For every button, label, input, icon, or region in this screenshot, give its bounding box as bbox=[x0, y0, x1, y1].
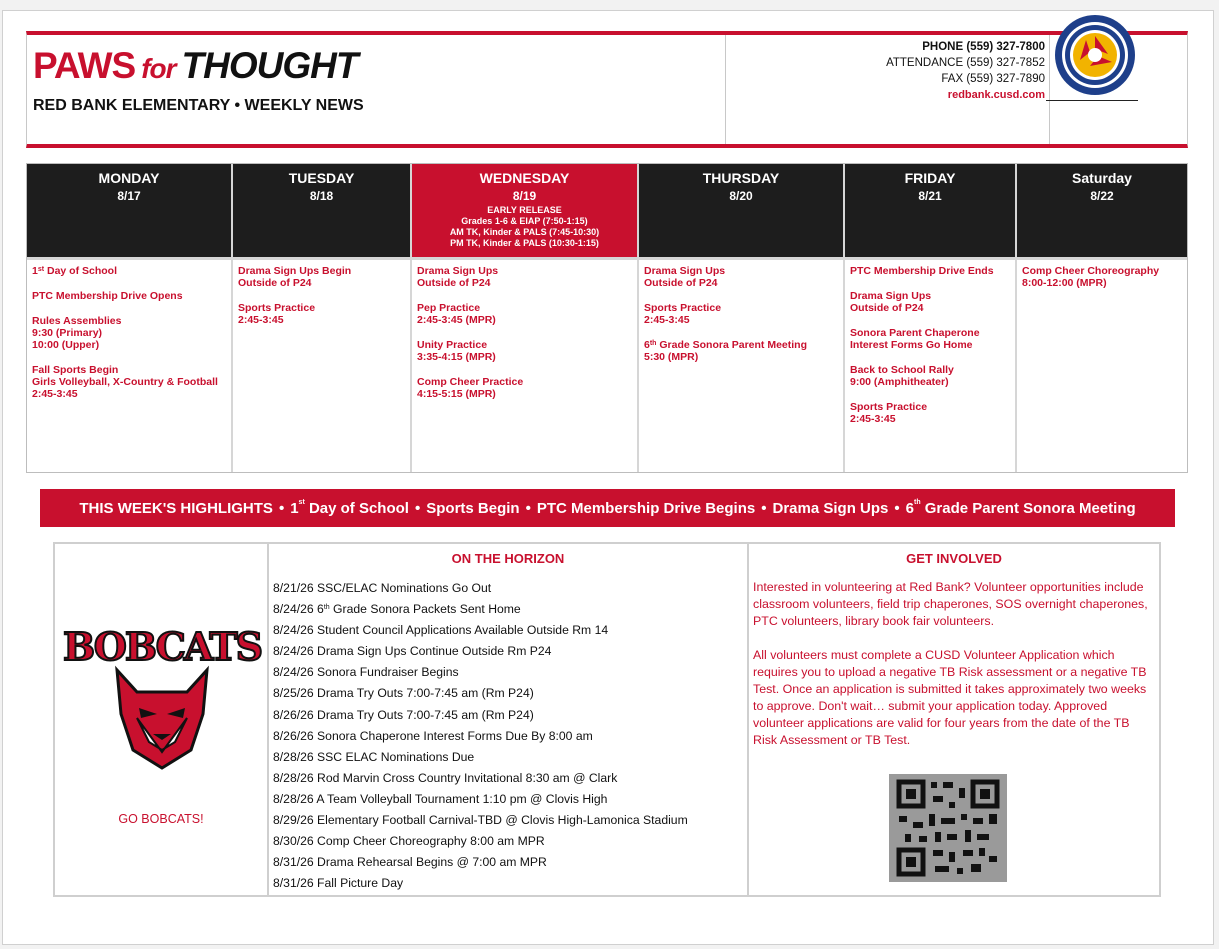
horizon-item: 8/26/26 Drama Try Outs 7:00-7:45 am (Rm P24) bbox=[273, 707, 534, 722]
event-line: Interest Forms Go Home bbox=[850, 339, 973, 351]
calendar-event bbox=[850, 327, 1010, 351]
event-line: 2:45-3:45 bbox=[32, 388, 78, 400]
day-column-thursday bbox=[639, 164, 845, 472]
district-seal-icon bbox=[1054, 14, 1136, 96]
horizon-item: 8/25/26 Drama Try Outs 7:00-7:45 am (Rm P24) bbox=[273, 686, 534, 701]
title-for: for bbox=[141, 53, 176, 84]
title-thought: THOUGHT bbox=[181, 45, 358, 86]
event-line: Drama Sign Ups bbox=[644, 265, 726, 277]
newsletter-subtitle: RED BANK ELEMENTARY • WEEKLY NEWS bbox=[33, 97, 364, 114]
svg-text:BOBCATS: BOBCATS bbox=[62, 624, 262, 669]
event-line: Back to School Rally bbox=[850, 364, 954, 376]
bobcat-mascot-icon bbox=[62, 622, 262, 774]
day-date: 8/21 bbox=[918, 189, 942, 203]
horizon-panel bbox=[269, 544, 749, 895]
horizon-item: 8/30/26 Comp Cheer Choreography 8:00 am MPR bbox=[273, 834, 545, 849]
event-line: PTC Membership Drive Ends bbox=[850, 265, 994, 277]
fax-line: FAX (559) 327-7890 bbox=[941, 73, 1045, 85]
highlights-label: THIS WEEK'S HIGHLIGHTS bbox=[79, 499, 273, 517]
horizon-item: 8/24/26 Student Council Applications Available Outside Rm 14 bbox=[273, 623, 609, 638]
event-line: 10:00 (Upper) bbox=[32, 339, 100, 351]
day-header bbox=[1017, 164, 1187, 260]
horizon-item: 8/28/26 SSC ELAC Nominations Due bbox=[273, 749, 475, 764]
day-name: FRIDAY bbox=[904, 170, 956, 186]
event-line: 8:00-12:00 (MPR) bbox=[1022, 277, 1107, 289]
qr-code-icon[interactable] bbox=[889, 774, 1007, 882]
calendar-event bbox=[850, 401, 1010, 425]
event-line: 9:00 (Amphitheater) bbox=[850, 376, 949, 388]
event-line: Comp Cheer Choreography bbox=[1022, 265, 1160, 277]
event-line: Sports Practice bbox=[850, 401, 928, 413]
day-events bbox=[1017, 260, 1187, 289]
newsletter-header bbox=[26, 31, 1188, 148]
horizon-item: 8/31/26 Fall Picture Day bbox=[273, 876, 404, 891]
get-involved-panel bbox=[749, 544, 1159, 895]
schedule-note: PM TK, Kinder & PALS (10:30-1:15) bbox=[450, 238, 599, 248]
day-name: TUESDAY bbox=[288, 170, 355, 186]
calendar-event bbox=[32, 290, 226, 302]
event-line: Outside of P24 bbox=[850, 302, 924, 314]
event-line: Fall Sports Begin bbox=[32, 364, 119, 376]
get-involved-text bbox=[749, 579, 1159, 749]
highlight-item: Sports Begin bbox=[426, 499, 520, 517]
title-paws: PAWS bbox=[33, 45, 136, 86]
calendar-event bbox=[850, 364, 1010, 388]
day-name: MONDAY bbox=[98, 170, 160, 186]
day-date: 8/22 bbox=[1090, 189, 1114, 203]
event-line: 4:15-5:15 (MPR) bbox=[417, 388, 496, 400]
calendar-event bbox=[417, 265, 632, 289]
horizon-item: 8/24/26 Sonora Fundraiser Begins bbox=[273, 665, 459, 680]
calendar-event bbox=[850, 290, 1010, 314]
highlight-item: Drama Sign Ups bbox=[772, 499, 889, 517]
event-line: 6th Grade Sonora Parent Meeting bbox=[644, 339, 807, 351]
day-name: WEDNESDAY bbox=[479, 170, 570, 186]
schedule-note: AM TK, Kinder & PALS (7:45-10:30) bbox=[449, 227, 600, 237]
header-divider bbox=[1049, 35, 1050, 144]
day-name: Saturday bbox=[1072, 170, 1132, 186]
website-link[interactable]: redbank.cusd.com bbox=[947, 89, 1045, 101]
day-date: 8/20 bbox=[729, 189, 753, 203]
day-date: 8/19 bbox=[512, 189, 537, 203]
calendar-event bbox=[32, 364, 226, 400]
bottom-section bbox=[53, 542, 1161, 897]
volunteer-requirements: All volunteers must complete a CUSD Volunteer Application which requires you to upload a negative TB Risk assessment or a negative TB Test. Once an application is submitted it takes approximately two weeks to approve. Don't wait… submit your application today. Approved volunteer applications are valid for four years from the date of the TB Risk Assessment or TB Test. bbox=[753, 648, 1147, 747]
event-line: Outside of P24 bbox=[238, 277, 312, 289]
horizon-list bbox=[269, 580, 747, 896]
horizon-item: 8/28/26 Rod Marvin Cross Country Invitational 8:30 am @ Clark bbox=[273, 770, 618, 785]
contact-info bbox=[886, 39, 1045, 103]
calendar-event bbox=[1022, 265, 1182, 289]
phone-line: PHONE (559) 327-7800 bbox=[922, 41, 1045, 53]
day-events bbox=[845, 260, 1015, 425]
day-header bbox=[27, 164, 231, 260]
mascot-panel bbox=[55, 544, 269, 895]
calendar-event bbox=[417, 376, 632, 400]
event-line: 2:45-3:45 bbox=[238, 314, 284, 326]
event-line: 2:45-3:45 bbox=[850, 413, 896, 425]
horizon-item: 8/26/26 Sonora Chaperone Interest Forms Due By 8:00 am bbox=[273, 728, 593, 743]
horizon-item: 8/31/26 Drama Rehearsal Begins @ 7:00 am MPR bbox=[273, 855, 547, 870]
highlight-item: PTC Membership Drive Begins bbox=[536, 499, 756, 517]
calendar-event bbox=[32, 265, 226, 277]
horizon-title: ON THE HORIZON bbox=[451, 551, 565, 566]
event-line: Sports Practice bbox=[238, 302, 316, 314]
go-bobcats-caption: GO BOBCATS! bbox=[118, 812, 204, 826]
day-events bbox=[233, 260, 410, 326]
highlight-item: 1st Day of School bbox=[290, 498, 409, 517]
header-divider bbox=[725, 35, 726, 144]
weekly-calendar bbox=[26, 163, 1188, 473]
calendar-event bbox=[644, 302, 838, 326]
seal-underline bbox=[1046, 100, 1138, 101]
event-line: Sonora Parent Chaperone bbox=[850, 327, 980, 339]
calendar-event bbox=[417, 339, 632, 363]
event-line: PTC Membership Drive Opens bbox=[32, 290, 183, 302]
attendance-line: ATTENDANCE (559) 327-7852 bbox=[886, 57, 1045, 69]
event-line: 5:30 (MPR) bbox=[644, 351, 699, 363]
calendar-event bbox=[417, 302, 632, 326]
day-header bbox=[845, 164, 1015, 260]
event-line: Drama Sign Ups bbox=[417, 265, 499, 277]
event-line: 9:30 (Primary) bbox=[32, 327, 103, 339]
day-events bbox=[639, 260, 843, 363]
horizon-item: 8/24/26 Drama Sign Ups Continue Outside Rm P24 bbox=[273, 644, 552, 659]
day-header bbox=[639, 164, 843, 260]
volunteer-intro: Interested in volunteering at Red Bank? Volunteer opportunities include classroom volunteers, field trip chaperones, SOS overnight chaperones, PTC volunteers, library book fair volunteers. bbox=[753, 580, 1148, 628]
highlights-banner: THIS WEEK'S HIGHLIGHTS • 1st Day of School • Sports Begin • PTC Membership Drive Begins • Drama Sign Ups • 6th Grade Parent Sonora Meeting bbox=[40, 489, 1175, 527]
event-line: Comp Cheer Practice bbox=[417, 376, 524, 388]
day-column-saturday bbox=[1017, 164, 1187, 472]
horizon-item: 8/29/26 Elementary Football Carnival-TBD @ Clovis High-Lamonica Stadium bbox=[273, 813, 688, 828]
highlight-item: 6th Grade Parent Sonora Meeting bbox=[905, 498, 1136, 517]
event-line: 1st Day of School bbox=[32, 265, 118, 277]
horizon-item: 8/24/26 6th Grade Sonora Packets Sent Home bbox=[273, 602, 521, 617]
day-column-friday bbox=[845, 164, 1017, 472]
day-column-tuesday bbox=[233, 164, 412, 472]
horizon-item: 8/21/26 SSC/ELAC Nominations Go Out bbox=[273, 581, 492, 595]
event-line: Outside of P24 bbox=[644, 277, 718, 289]
event-line: 3:35-4:15 (MPR) bbox=[417, 351, 496, 363]
event-line: 2:45-3:45 bbox=[644, 314, 690, 326]
calendar-event bbox=[238, 265, 405, 289]
calendar-event bbox=[644, 339, 838, 363]
horizon-item: 8/28/26 A Team Volleyball Tournament 1:10 pm @ Clovis High bbox=[273, 791, 608, 806]
day-column-monday bbox=[27, 164, 233, 472]
calendar-event bbox=[32, 315, 226, 351]
early-release-note: EARLY RELEASE bbox=[487, 205, 562, 215]
schedule-note: Grades 1-6 & EIAP (7:50-1:15) bbox=[461, 216, 588, 226]
calendar-event bbox=[238, 302, 405, 326]
calendar-event bbox=[644, 265, 838, 289]
day-date: 8/17 bbox=[117, 189, 141, 203]
newsletter-title bbox=[33, 45, 357, 87]
day-date: 8/18 bbox=[309, 189, 334, 203]
day-column-wednesday bbox=[412, 164, 639, 472]
day-header bbox=[412, 164, 637, 260]
event-line: Unity Practice bbox=[417, 339, 488, 351]
day-events bbox=[27, 260, 231, 400]
event-line: Outside of P24 bbox=[417, 277, 491, 289]
event-line: Drama Sign Ups bbox=[850, 290, 932, 302]
calendar-event bbox=[850, 265, 1010, 277]
event-line: Pep Practice bbox=[417, 302, 481, 314]
event-line: Girls Volleyball, X-Country & Football bbox=[32, 376, 218, 388]
event-line: Rules Assemblies bbox=[32, 315, 122, 327]
event-line: Drama Sign Ups Begin bbox=[238, 265, 352, 277]
event-line: 2:45-3:45 (MPR) bbox=[417, 314, 496, 326]
event-line: Sports Practice bbox=[644, 302, 722, 314]
day-name: THURSDAY bbox=[702, 170, 780, 186]
get-involved-title: GET INVOLVED bbox=[906, 551, 1002, 566]
day-header bbox=[233, 164, 410, 260]
day-events bbox=[412, 260, 637, 400]
